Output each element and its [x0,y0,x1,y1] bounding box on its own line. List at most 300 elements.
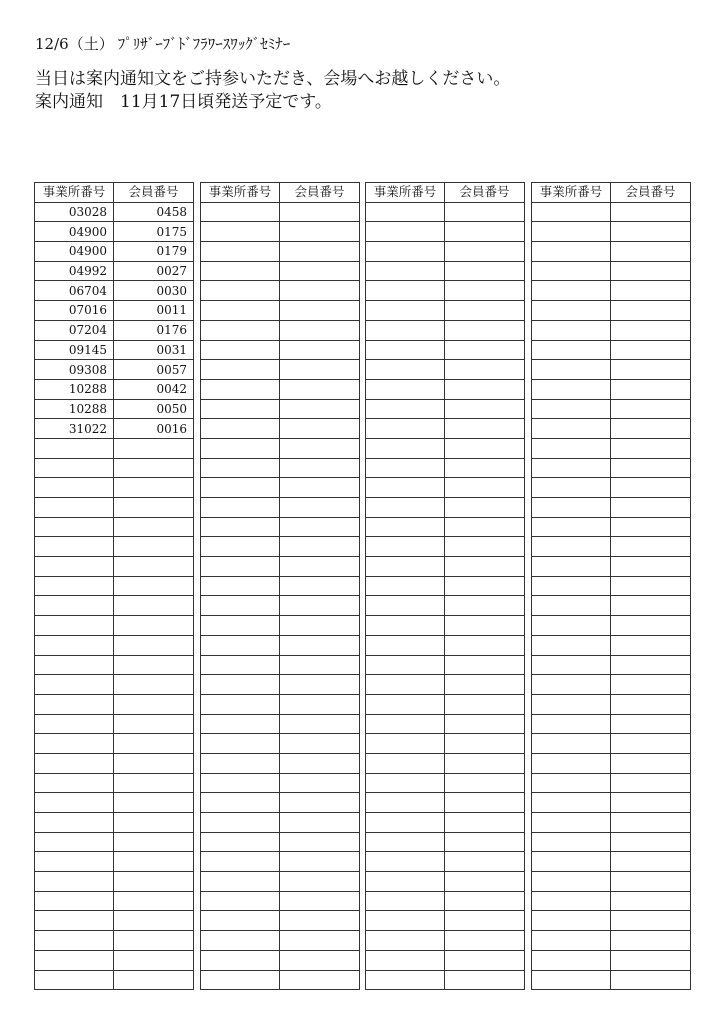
table-row [35,222,194,242]
member-number-cell [280,655,360,675]
office-number-cell [366,852,445,872]
table-row [366,320,525,340]
table-row [366,635,525,655]
table-row [532,872,691,892]
table-row [366,537,525,557]
member-number-cell [114,655,194,675]
member-number-cell [114,793,194,813]
member-number-cell [611,950,691,970]
table-row [366,832,525,852]
table-row [35,379,194,399]
office-number-cell [366,714,445,734]
office-number-cell [201,242,280,262]
member-number-cell [280,320,360,340]
office-number-cell: 10288 [35,379,114,399]
member-number-cell [280,832,360,852]
member-number-cell [611,694,691,714]
member-number-cell [280,222,360,242]
office-number-cell [201,852,280,872]
member-number-cell [114,635,194,655]
member-number-cell [445,478,525,498]
office-number-cell [532,242,611,262]
table-row [532,242,691,262]
member-number-cell [445,301,525,321]
office-number-cell [532,813,611,833]
office-number-cell [201,793,280,813]
office-number-cell: 07204 [35,320,114,340]
table-row [201,635,360,655]
table-header-row [35,183,194,203]
table-row [532,596,691,616]
member-number-cell [280,301,360,321]
member-number-cell [280,891,360,911]
member-number-cell [114,714,194,734]
member-number-cell: 0050 [114,399,194,419]
table-row [532,635,691,655]
table-row [35,438,194,458]
office-number-cell [35,557,114,577]
office-number-cell [201,734,280,754]
table-row [532,281,691,301]
table-row [532,773,691,793]
member-table-block-2 [200,182,360,990]
table-row [366,261,525,281]
member-number-cell [445,813,525,833]
member-number-cell [611,537,691,557]
member-number-cell [611,419,691,439]
member-number-cell [114,891,194,911]
table-row [201,458,360,478]
table-row [201,655,360,675]
member-number-cell [114,773,194,793]
table-row [201,793,360,813]
office-number-cell [532,931,611,951]
office-number-cell [35,753,114,773]
office-number-cell [532,517,611,537]
table-row [201,596,360,616]
event-weekday: （土） [68,35,114,53]
office-number-cell [35,517,114,537]
table-row [532,478,691,498]
table-row [35,320,194,340]
office-number-cell [532,773,611,793]
office-number-cell [532,694,611,714]
member-number-cell [114,852,194,872]
office-number-cell [201,478,280,498]
table-row [532,498,691,518]
office-number-cell [201,694,280,714]
office-number-cell [201,281,280,301]
office-number-cell [201,950,280,970]
member-number-cell [445,734,525,754]
member-number-cell [280,438,360,458]
member-table-block-3 [365,182,525,990]
office-number-cell [35,694,114,714]
member-table-block-4 [531,182,691,990]
office-number-cell [201,379,280,399]
office-number-cell [201,773,280,793]
office-number-cell [532,793,611,813]
office-number-cell [366,832,445,852]
office-number-cell [366,340,445,360]
table-row [366,793,525,813]
member-number-cell [445,793,525,813]
table-row [35,694,194,714]
member-number-cell [445,694,525,714]
table-row [35,340,194,360]
member-number-cell [114,950,194,970]
table-row [532,891,691,911]
table-row [366,458,525,478]
office-number-cell [366,557,445,577]
office-number-cell [532,872,611,892]
member-number-cell [280,675,360,695]
member-number-cell [280,517,360,537]
office-number-cell [35,438,114,458]
office-number-cell [35,596,114,616]
table-row [35,419,194,439]
member-number-cell [114,970,194,990]
office-number-cell [201,557,280,577]
office-number-cell [366,891,445,911]
member-number-cell [611,301,691,321]
member-number-cell [445,675,525,695]
member-number-cell [114,517,194,537]
office-number-cell [366,970,445,990]
office-number-cell [366,655,445,675]
member-number-cell [280,419,360,439]
office-number-cell [35,970,114,990]
member-number-cell [280,458,360,478]
office-number-cell [532,320,611,340]
table-row [532,655,691,675]
member-number-cell [280,379,360,399]
table-row [366,734,525,754]
member-number-cell [445,438,525,458]
office-number-cell [532,832,611,852]
member-number-cell [114,813,194,833]
member-number-cell [445,616,525,636]
office-number-cell [366,596,445,616]
member-number-cell [445,537,525,557]
office-number-cell [35,675,114,695]
table-row [532,813,691,833]
table-row [35,734,194,754]
office-number-cell [532,478,611,498]
member-number-cell [280,576,360,596]
table-row [366,616,525,636]
table-row [35,242,194,262]
office-number-header: 事業所番号 [366,183,445,203]
office-number-cell [366,675,445,695]
member-number-cell [445,458,525,478]
member-number-cell [114,537,194,557]
member-number-cell [445,281,525,301]
table-row [201,694,360,714]
table-row [201,340,360,360]
table-row [35,616,194,636]
member-number-cell [611,852,691,872]
table-row [35,517,194,537]
table-row [366,340,525,360]
office-number-cell [532,419,611,439]
table-row [201,576,360,596]
member-number-cell [611,655,691,675]
office-number-cell [201,911,280,931]
table-row [366,872,525,892]
table-row [532,576,691,596]
table-row [201,773,360,793]
table-row [201,616,360,636]
table-row [532,557,691,577]
member-number-cell [445,970,525,990]
table-row [201,399,360,419]
event-date: 12/6 [35,35,69,53]
office-number-cell [35,498,114,518]
table-row [366,301,525,321]
member-number-cell [611,891,691,911]
office-number-cell [532,734,611,754]
table-row [201,438,360,458]
office-number-cell [532,576,611,596]
office-number-cell [201,360,280,380]
table-row [201,911,360,931]
table-row [201,222,360,242]
member-number-cell [611,438,691,458]
table-row [201,419,360,439]
member-number-cell [280,911,360,931]
office-number-cell [366,301,445,321]
office-number-cell [201,596,280,616]
table-row [201,872,360,892]
office-number-cell [35,852,114,872]
table-row [201,832,360,852]
office-number-cell [201,872,280,892]
member-number-cell [611,714,691,734]
office-number-cell [532,458,611,478]
member-number-cell [280,734,360,754]
member-number-cell [611,340,691,360]
office-number-cell [532,635,611,655]
office-number-cell [366,281,445,301]
table-row [35,852,194,872]
member-number-cell [611,931,691,951]
table-row [201,478,360,498]
office-number-cell [201,458,280,478]
member-number-cell [611,832,691,852]
member-number-cell [114,931,194,951]
office-number-cell [366,773,445,793]
member-number-cell: 0042 [114,379,194,399]
table-row [201,813,360,833]
office-number-cell [35,911,114,931]
member-number-cell [611,379,691,399]
member-number-cell [114,498,194,518]
member-number-header: 会員番号 [114,183,194,203]
table-row [35,202,194,222]
office-number-cell [532,498,611,518]
office-number-cell [532,379,611,399]
member-number-cell [445,379,525,399]
office-number-cell [201,891,280,911]
member-number-cell: 0176 [114,320,194,340]
table-row [532,379,691,399]
member-number-cell [114,832,194,852]
office-number-cell [366,261,445,281]
member-number-cell: 0016 [114,419,194,439]
office-number-header: 事業所番号 [201,183,280,203]
table-row [532,694,691,714]
member-number-cell [280,635,360,655]
table-row [201,557,360,577]
member-number-cell [611,576,691,596]
member-number-cell: 0011 [114,301,194,321]
member-number-cell [611,675,691,695]
table-row [532,616,691,636]
office-number-cell [201,970,280,990]
table-row [201,301,360,321]
member-number-cell [280,596,360,616]
member-number-cell [611,498,691,518]
table-row [532,714,691,734]
table-row [35,557,194,577]
table-row [201,281,360,301]
table-row [35,281,194,301]
member-number-cell [114,478,194,498]
member-number-cell [445,340,525,360]
table-row [532,931,691,951]
office-number-cell [532,675,611,695]
member-number-cell [280,872,360,892]
page-title [35,34,290,54]
member-number-cell [611,773,691,793]
office-number-cell: 09308 [35,360,114,380]
table-row [35,478,194,498]
member-number-cell [280,813,360,833]
member-number-cell [280,498,360,518]
office-number-cell [532,222,611,242]
table-row [532,852,691,872]
member-number-cell [445,950,525,970]
office-number-cell [201,438,280,458]
table-row [366,419,525,439]
office-number-cell [366,458,445,478]
table-row [35,576,194,596]
office-number-cell [201,576,280,596]
office-number-cell [366,931,445,951]
table-row [366,438,525,458]
member-number-cell [611,202,691,222]
table-row [35,714,194,734]
table-row [201,714,360,734]
table-row [532,419,691,439]
member-number-cell [611,793,691,813]
member-number-cell [445,714,525,734]
office-number-cell [201,616,280,636]
member-number-cell [445,517,525,537]
table-row [366,675,525,695]
office-number-cell [366,202,445,222]
table-row [532,340,691,360]
member-number-cell [445,320,525,340]
table-row [201,675,360,695]
office-number-cell [366,576,445,596]
office-number-cell: 07016 [35,301,114,321]
office-number-cell [201,635,280,655]
member-number-cell [611,734,691,754]
office-number-cell [366,950,445,970]
table-row [366,891,525,911]
member-number-cell [114,458,194,478]
notice-text [35,68,510,114]
office-number-cell [35,616,114,636]
office-number-cell [366,320,445,340]
office-number-cell [532,261,611,281]
table-row [532,911,691,931]
member-number-cell [280,399,360,419]
table-row [201,517,360,537]
office-number-cell [35,950,114,970]
office-number-cell [366,911,445,931]
table-row [35,931,194,951]
table-row [35,832,194,852]
member-number-cell [114,438,194,458]
table-row [532,832,691,852]
member-number-cell [445,419,525,439]
office-number-cell [201,655,280,675]
member-number-cell [114,872,194,892]
office-number-cell [532,360,611,380]
office-number-cell [35,576,114,596]
office-number-cell [366,222,445,242]
table-row [366,222,525,242]
table-row [366,813,525,833]
office-number-cell [532,301,611,321]
member-number-cell [445,655,525,675]
table-row [201,891,360,911]
table-row [532,301,691,321]
member-number-cell: 0030 [114,281,194,301]
table-row [201,360,360,380]
table-row [366,576,525,596]
table-row [201,320,360,340]
office-number-cell [366,360,445,380]
office-number-cell [201,222,280,242]
member-number-cell: 0175 [114,222,194,242]
table-row [201,931,360,951]
office-number-cell [532,202,611,222]
member-number-cell [445,931,525,951]
member-number-cell [280,616,360,636]
member-number-cell [445,242,525,262]
table-row [35,360,194,380]
table-row [366,242,525,262]
office-number-cell [532,399,611,419]
office-number-cell [366,438,445,458]
office-number-cell [532,655,611,675]
office-number-cell [532,970,611,990]
member-number-cell [280,970,360,990]
table-row [366,911,525,931]
member-number-cell [114,576,194,596]
office-number-cell [532,891,611,911]
table-row [532,950,691,970]
office-number-cell [366,379,445,399]
table-row [532,793,691,813]
office-number-cell [35,537,114,557]
office-number-cell [532,852,611,872]
table-row [201,537,360,557]
